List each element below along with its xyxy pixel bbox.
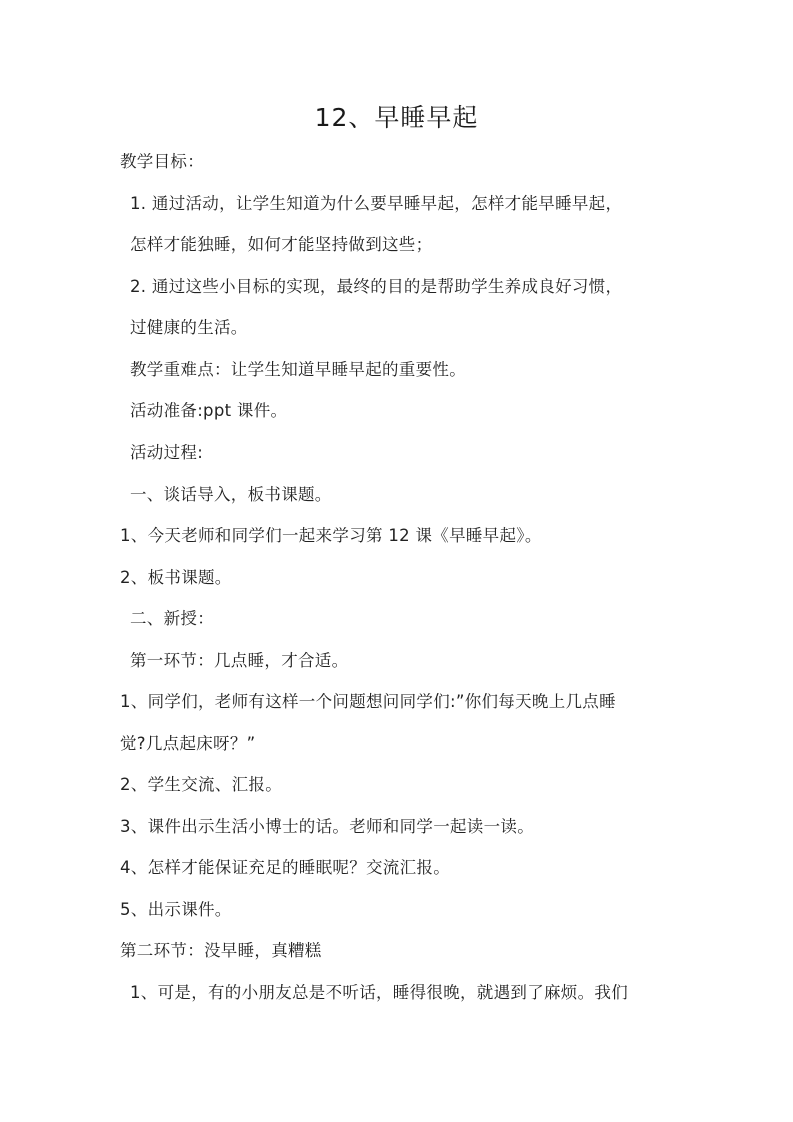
section-heading-intro: 一、谈话导入，板书课题。 (130, 485, 332, 504)
list-item: 3、课件出示生活小博士的话。老师和同学一起读一读。 (120, 817, 534, 836)
list-item: 4、怎样才能保证充足的睡眠呢？交流汇报。 (120, 858, 450, 877)
list-item: 1、今天老师和同学们一起来学习第 12 课《早睡早起》。 (120, 526, 542, 545)
paragraph-line: 1. 通过活动，让学生知道为什么要早睡早起，怎样才能早睡早起， (130, 194, 623, 213)
paragraph-line: 过健康的生活。 (130, 318, 248, 337)
list-item: 1、同学们，老师有这样一个问题想问同学们:”你们每天晚上几点睡 (120, 692, 616, 711)
list-item: 2、学生交流、汇报。 (120, 775, 282, 794)
paragraph-line: 怎样才能独睡，如何才能坚持做到这些； (130, 235, 433, 254)
section-heading-objectives: 教学目标： (120, 152, 204, 171)
paragraph-line: 2. 通过这些小目标的实现，最终的目的是帮助学生养成良好习惯， (130, 277, 623, 296)
section-heading-new: 二、新授： (130, 609, 214, 628)
list-item: 1、可是，有的小朋友总是不听话，睡得很晚，就遇到了麻烦。我们 (130, 983, 628, 1002)
subsection-heading: 第二环节：没早睡，真糟糕 (120, 941, 322, 960)
document-title: 12、早睡早起 (314, 103, 479, 132)
subsection-heading: 第一环节：几点睡，才合适。 (130, 651, 349, 670)
list-item: 5、出示课件。 (120, 900, 232, 919)
section-heading-process: 活动过程: (130, 443, 204, 462)
paragraph-line: 教学重难点：让学生知道早睡早起的重要性。 (130, 360, 466, 379)
paragraph-line: 觉?几点起床呀？” (120, 734, 256, 753)
list-item: 2、板书课题。 (120, 568, 232, 587)
paragraph-line: 活动准备:ppt 课件。 (130, 401, 288, 420)
